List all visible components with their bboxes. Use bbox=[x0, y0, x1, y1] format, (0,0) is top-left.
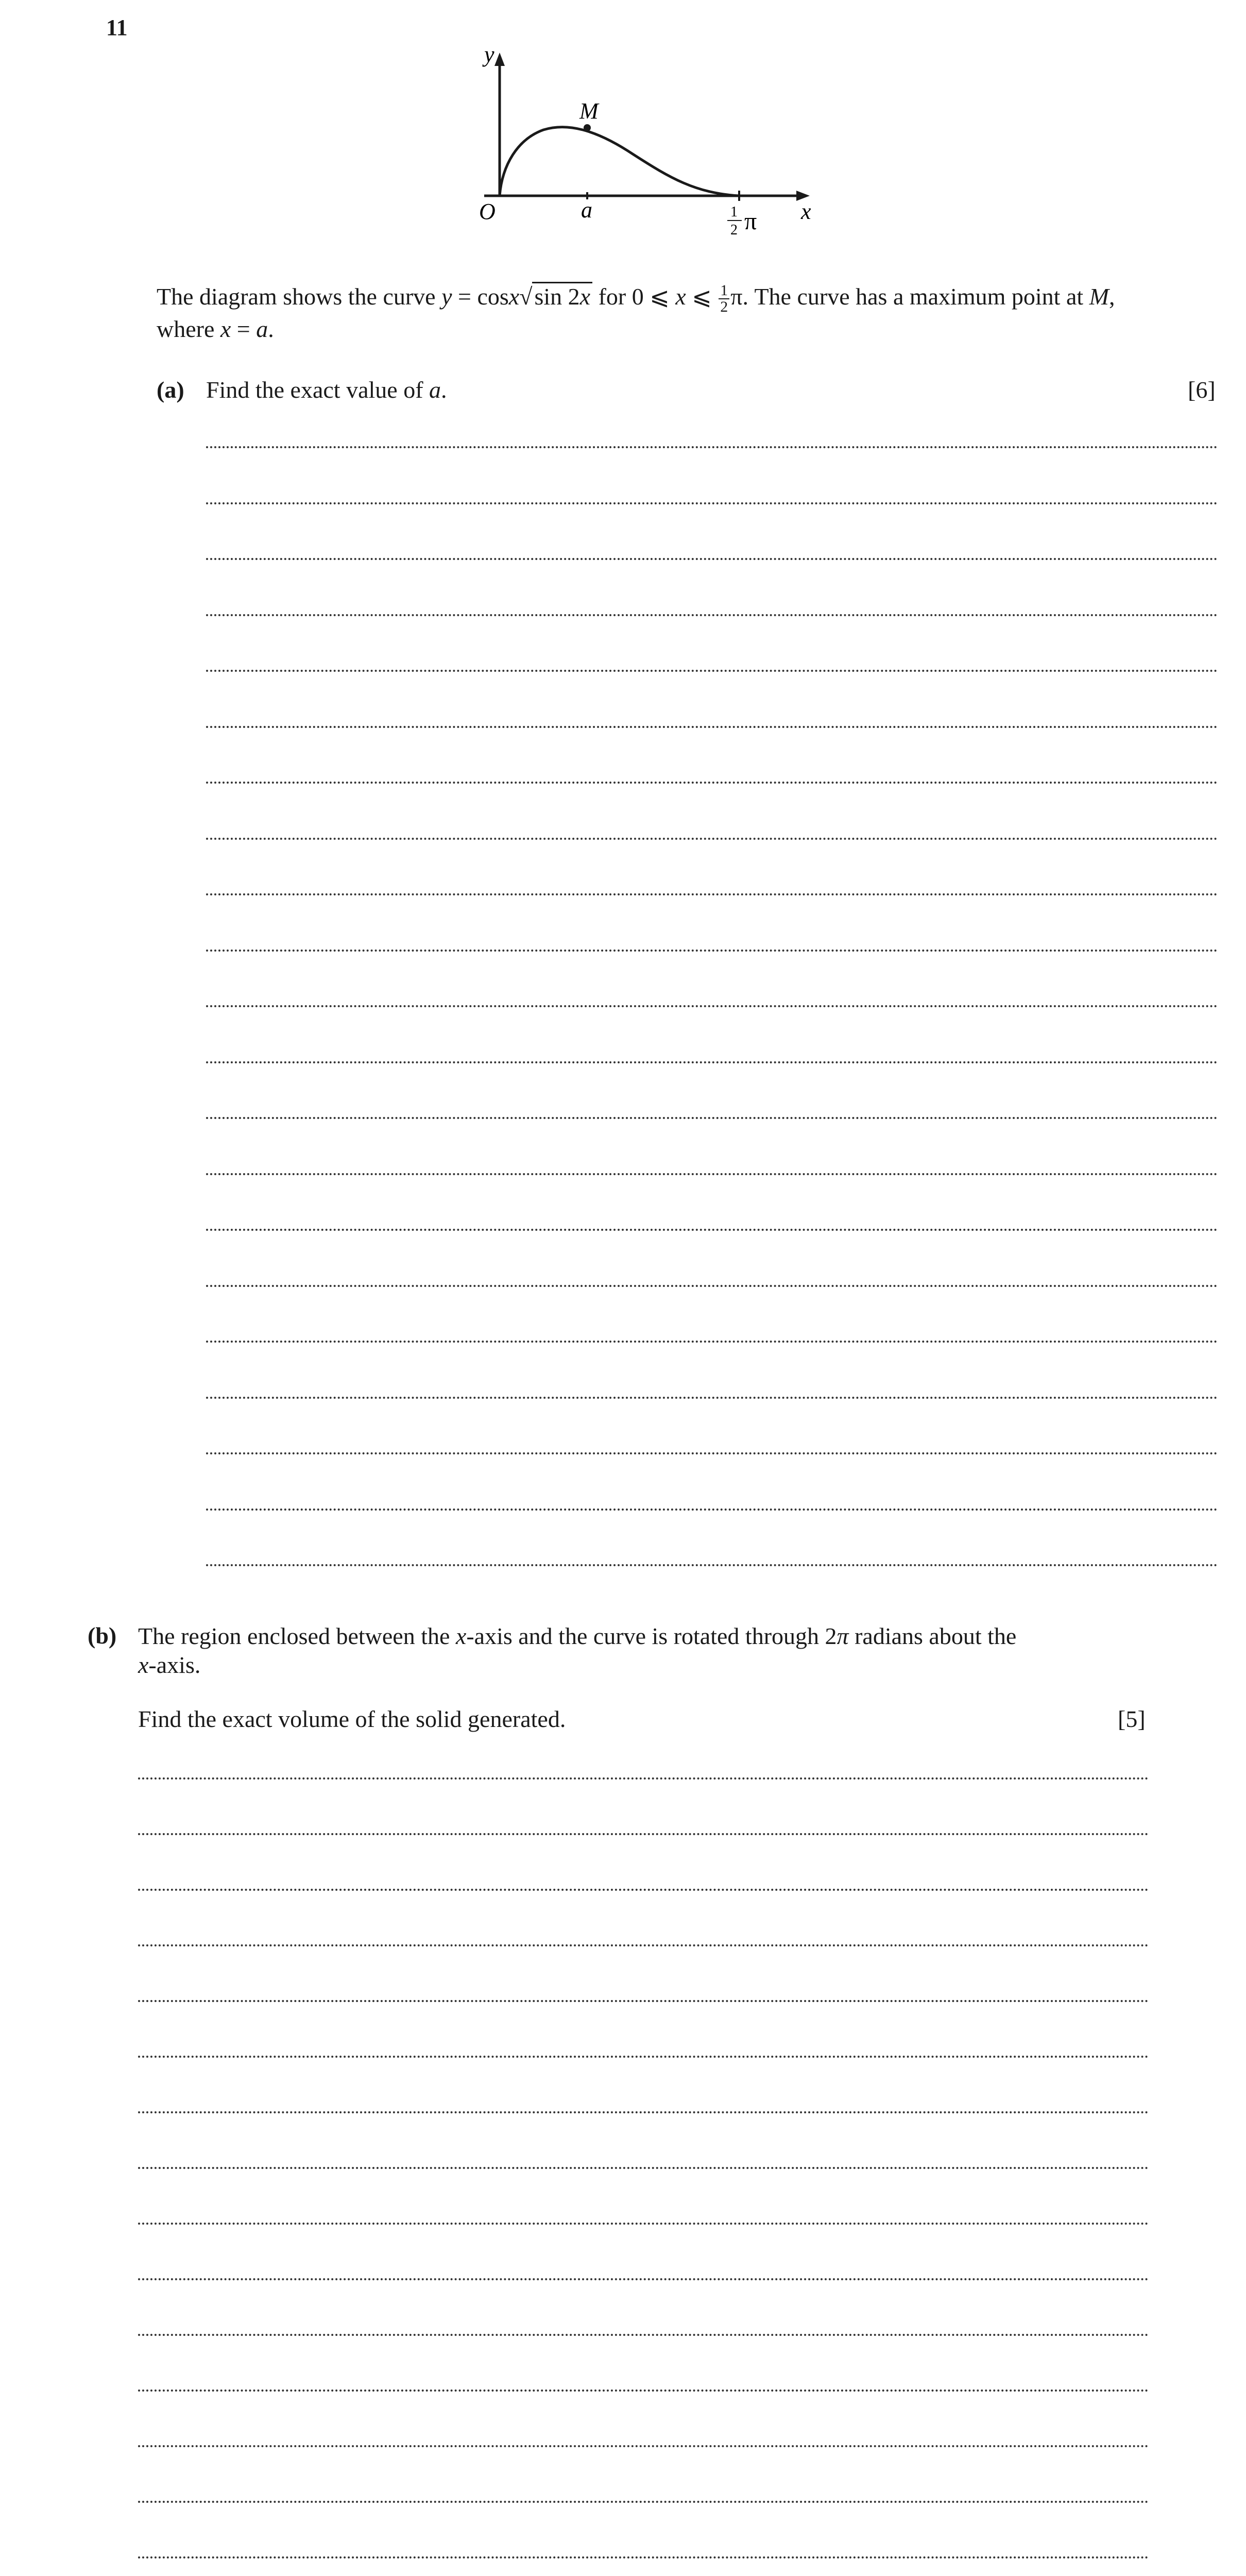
curve bbox=[500, 127, 739, 196]
origin-label: O bbox=[479, 199, 496, 224]
question-number: 11 bbox=[106, 15, 128, 40]
var-y: y bbox=[441, 283, 452, 310]
answer-line-b-1[interactable] bbox=[138, 1777, 1149, 1780]
stem-where: where bbox=[157, 316, 220, 343]
var-a: a bbox=[256, 316, 268, 343]
answer-line-a-8[interactable] bbox=[206, 838, 1218, 840]
answer-line-b-15[interactable] bbox=[138, 2556, 1149, 2558]
stem-eq: = cos bbox=[452, 283, 509, 310]
answer-line-b-10[interactable] bbox=[138, 2278, 1149, 2280]
answer-line-a-12[interactable] bbox=[206, 1061, 1218, 1063]
stem-max-text: π. The curve has a maximum point at bbox=[730, 283, 1089, 310]
maximum-point-m bbox=[584, 124, 591, 131]
answer-line-b-4[interactable] bbox=[138, 1944, 1149, 1946]
answer-line-a-15[interactable] bbox=[206, 1229, 1218, 1231]
part-b-label: (b) bbox=[88, 1622, 117, 1649]
answer-line-a-20[interactable] bbox=[206, 1509, 1218, 1511]
answer-line-b-7[interactable] bbox=[138, 2111, 1149, 2113]
answer-line-a-16[interactable] bbox=[206, 1285, 1218, 1287]
tick-label-half-num: 1 bbox=[730, 204, 738, 220]
answer-line-b-6[interactable] bbox=[138, 2056, 1149, 2058]
var-x: x bbox=[675, 283, 686, 310]
answer-line-a-14[interactable] bbox=[206, 1173, 1218, 1175]
x-axis-label: x bbox=[801, 199, 811, 224]
answer-line-a-11[interactable] bbox=[206, 1005, 1218, 1007]
answer-line-a-18[interactable] bbox=[206, 1397, 1218, 1399]
part-a-marks: [6] bbox=[1188, 377, 1216, 403]
answer-line-b-8[interactable] bbox=[138, 2167, 1149, 2169]
answer-line-a-7[interactable] bbox=[206, 782, 1218, 784]
part-b-question: The region enclosed between the x-axis and the curve is rotated through 2π radians about the x-axis. bbox=[138, 1623, 1017, 1678]
answer-line-a-3[interactable] bbox=[206, 558, 1218, 560]
tick-label-half-den: 2 bbox=[730, 222, 738, 238]
var-x: x bbox=[508, 283, 520, 310]
part-a-question: Find the exact value of a. bbox=[206, 377, 447, 403]
answer-line-a-4[interactable] bbox=[206, 614, 1218, 616]
answer-line-b-9[interactable] bbox=[138, 2223, 1149, 2225]
part-a-label: (a) bbox=[157, 377, 184, 403]
answer-line-b-13[interactable] bbox=[138, 2445, 1149, 2447]
part-b-instruction: Find the exact volume of the solid generated. bbox=[138, 1706, 566, 1732]
curve-diagram bbox=[464, 41, 824, 247]
answer-line-a-6[interactable] bbox=[206, 726, 1218, 728]
answer-line-b-12[interactable] bbox=[138, 2389, 1149, 2392]
tick-label-pi: π bbox=[744, 208, 757, 235]
point-label-m: M bbox=[579, 98, 599, 124]
question-stem: The diagram shows the curve y = cosx√sin 2x for 0 ⩽ x ⩽ $\frac{1}{2}$ π. The curve has a maximum point at M, where x = a. bbox=[157, 282, 1115, 343]
stem-text: The diagram shows the curve bbox=[157, 283, 442, 310]
answer-line-a-1[interactable] bbox=[206, 446, 1218, 448]
fraction-half: $\frac{1}{2}$ bbox=[719, 283, 729, 315]
answer-line-a-13[interactable] bbox=[206, 1117, 1218, 1119]
sqrt-radicand: sin 2x bbox=[532, 282, 592, 310]
answer-line-a-19[interactable] bbox=[206, 1452, 1218, 1454]
answer-line-a-5[interactable] bbox=[206, 670, 1218, 672]
sqrt-symbol: √ bbox=[519, 283, 533, 310]
answer-line-a-9[interactable] bbox=[206, 893, 1218, 895]
answer-line-b-3[interactable] bbox=[138, 1889, 1149, 1891]
answer-line-b-14[interactable] bbox=[138, 2501, 1149, 2503]
y-axis-label: y bbox=[484, 42, 494, 67]
answer-line-a-21[interactable] bbox=[206, 1564, 1218, 1566]
part-b-marks: [5] bbox=[1118, 1706, 1146, 1732]
answer-line-a-10[interactable] bbox=[206, 950, 1218, 952]
answer-line-b-5[interactable] bbox=[138, 2000, 1149, 2002]
answer-line-a-17[interactable] bbox=[206, 1341, 1218, 1343]
var-m: M bbox=[1089, 283, 1109, 310]
tick-label-a: a bbox=[581, 197, 592, 223]
answer-line-b-2[interactable] bbox=[138, 1833, 1149, 1835]
answer-line-a-2[interactable] bbox=[206, 502, 1218, 504]
y-axis-arrow bbox=[494, 53, 505, 66]
answer-line-b-11[interactable] bbox=[138, 2334, 1149, 2336]
stem-range: for 0 ⩽ bbox=[592, 283, 676, 310]
